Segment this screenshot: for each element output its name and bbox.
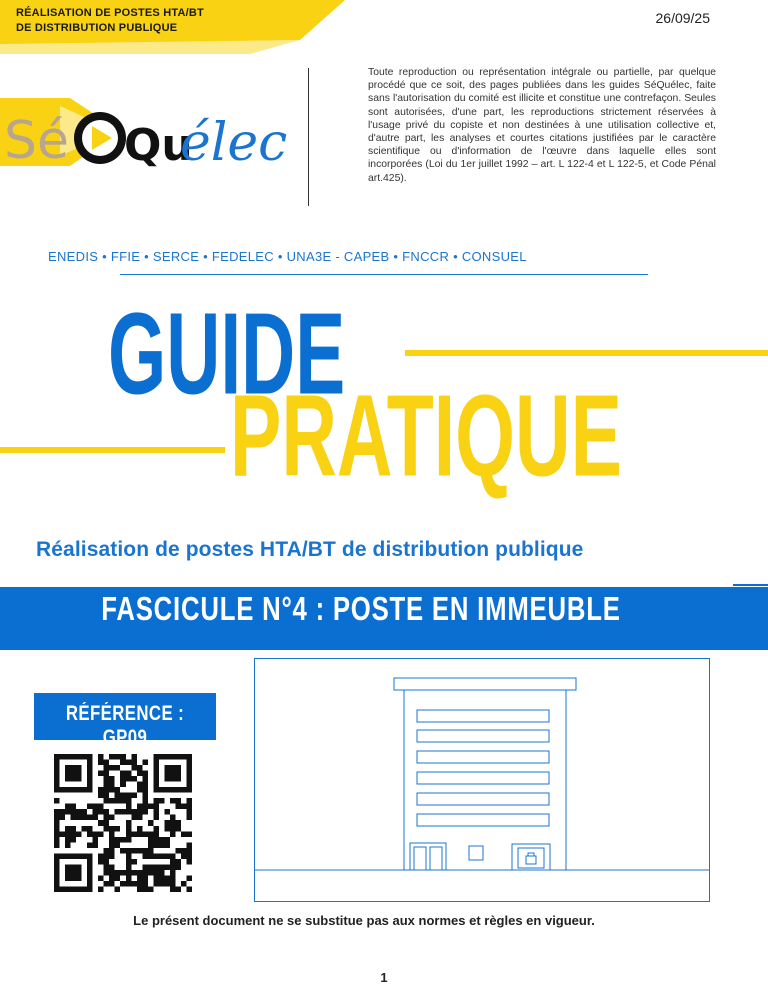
logo-part-elec: élec bbox=[180, 113, 288, 173]
building-illustration bbox=[254, 658, 710, 902]
partners-underline bbox=[120, 274, 648, 275]
reference-label: RÉFÉRENCE : GP09 bbox=[65, 702, 185, 749]
header-title: RÉALISATION DE POSTES HTA/BT DE DISTRIBUTION PUBLIQUE bbox=[16, 7, 204, 34]
title-guide: GUIDE bbox=[108, 289, 346, 420]
qr-code bbox=[50, 754, 196, 892]
title-rule-left bbox=[0, 447, 225, 453]
logo-divider bbox=[308, 68, 309, 206]
document-date: 26/09/25 bbox=[655, 10, 710, 26]
logo-part-se: Sé bbox=[4, 111, 69, 171]
disclaimer: Le présent document ne se substitue pas aux normes et règles en vigueur. bbox=[133, 913, 595, 928]
partners-list: ENEDIS • FFIE • SERCE • FEDELEC • UNA3E - CAPEB • FNCCR • CONSUEL bbox=[48, 249, 527, 264]
title-rule-right bbox=[405, 350, 768, 356]
sequelec-logo bbox=[0, 86, 290, 186]
subtitle: Réalisation de postes HTA/BT de distribution publique bbox=[36, 538, 584, 561]
band-accent bbox=[733, 584, 768, 586]
logo-part-qu: Qu bbox=[124, 120, 193, 171]
legal-notice: Toute reproduction ou représentation intégrale ou partielle, par quelque procédé que ce soit, des pages publiées dans les guides SéQuélec, faite sans l'autorisation du comité est illicite et constitue une contrefaçon. Seules sont autorisées, d'une part, les reproductions strictement réservées à l'usage privé du copiste et non destinées à une utilisation collective et, d'autre part, les analyses et courtes citations justifiées par le caractère scientifique ou d'information de l'œuvre dans laquelle elles sont incorporées (Loi du 1er juillet 1992 – art. L 122-4 et L 122-5, et Code Pénal art.425). bbox=[368, 67, 716, 184]
title-pratique: PRATIQUE bbox=[230, 371, 622, 502]
page-number: 1 bbox=[380, 970, 388, 985]
fascicule-title: FASCICULE N°4 : POSTE EN IMMEUBLE bbox=[101, 590, 621, 627]
